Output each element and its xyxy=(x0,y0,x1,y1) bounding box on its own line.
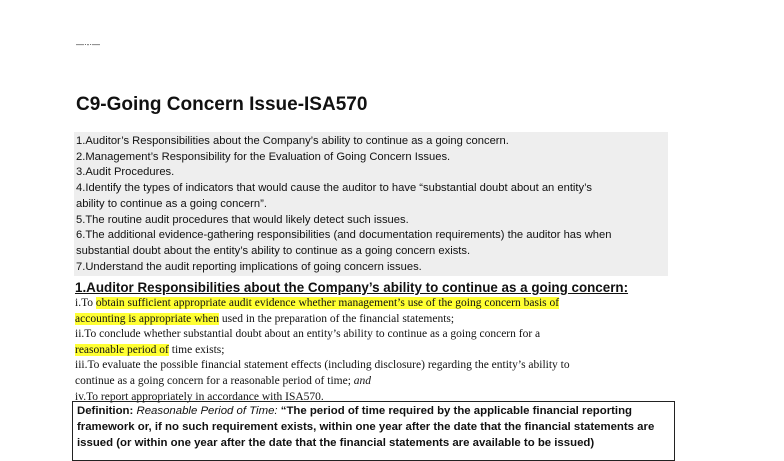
responsibility-line xyxy=(75,312,675,328)
highlighted-text: reasonable period of xyxy=(75,343,169,356)
responsibility-line: iv.To report appropriately in accordance with ISA570. xyxy=(75,390,324,403)
item-text: used in the preparation of the financial statements; xyxy=(219,312,455,325)
responsibility-line: ii.To conclude whether substantial doubt about an entity’s ability to continue as a going concern for a xyxy=(75,328,541,341)
definition-line: framework or, if no such requirement exists, within one year after the date that the financial statements are xyxy=(77,421,655,433)
objective-item: 5.The routine audit procedures that would likely detect such issues. xyxy=(76,213,409,226)
definition-term: Reasonable Period of Time: xyxy=(136,405,278,417)
responsibility-line xyxy=(75,343,675,359)
definition-line: issued (or within one year after the date that the financial statements are available to be issued) xyxy=(77,437,595,449)
objective-item: ability to continue as a going concern”. xyxy=(76,197,267,210)
item-text: time exists; xyxy=(168,343,225,356)
item-prefix: i.To xyxy=(75,297,96,309)
definition-label: Definition: xyxy=(77,405,137,417)
objective-item: 2.Management’s Responsibility for the Evaluation of Going Concern Issues. xyxy=(76,150,451,163)
objective-item: substantial doubt about the entity’s ability to continue as a going concern exists. xyxy=(76,244,471,257)
objective-item: 7.Understand the audit reporting implications of going concern issues. xyxy=(76,260,422,273)
responsibilities-list xyxy=(75,296,675,405)
objective-item: 4.Identify the types of indicators that would cause the auditor to have “substantial doubt about an entity’s xyxy=(76,182,592,195)
definition-box xyxy=(72,401,675,461)
objective-item: 3.Audit Procedures. xyxy=(76,166,175,179)
objectives-list xyxy=(74,132,668,276)
objective-item: 6.The additional evidence-gathering responsibilities (and documentation requirements) the auditor has when xyxy=(76,229,612,242)
highlighted-text: obtain sufficient appropriate audit evidence whether management’s use of the going concern basis of xyxy=(95,297,560,309)
item-text: continue as a going concern for a reasonable period of time; xyxy=(75,374,354,387)
section-heading: 1.Auditor Responsibilities about the Company’s ability to continue as a going concern: xyxy=(75,280,629,295)
and-word: and xyxy=(353,374,372,387)
responsibility-line: iii.To evaluate the possible financial statement effects (including disclosure) regarding the entity’s ability to xyxy=(75,359,570,372)
page-title: C9-Going Concern Issue-ISA570 xyxy=(76,94,368,115)
objective-item: 1.Auditor’s Responsibilities about the Company’s ability to continue as a going concern. xyxy=(76,135,509,147)
page-marker: —·-·— xyxy=(76,40,100,49)
definition-line xyxy=(77,403,670,419)
responsibility-line xyxy=(75,374,675,390)
highlighted-text: accounting is appropriate when xyxy=(75,312,220,325)
definition-text: “The period of time required by the applicable financial reporting xyxy=(277,405,633,417)
responsibility-line xyxy=(75,296,675,312)
